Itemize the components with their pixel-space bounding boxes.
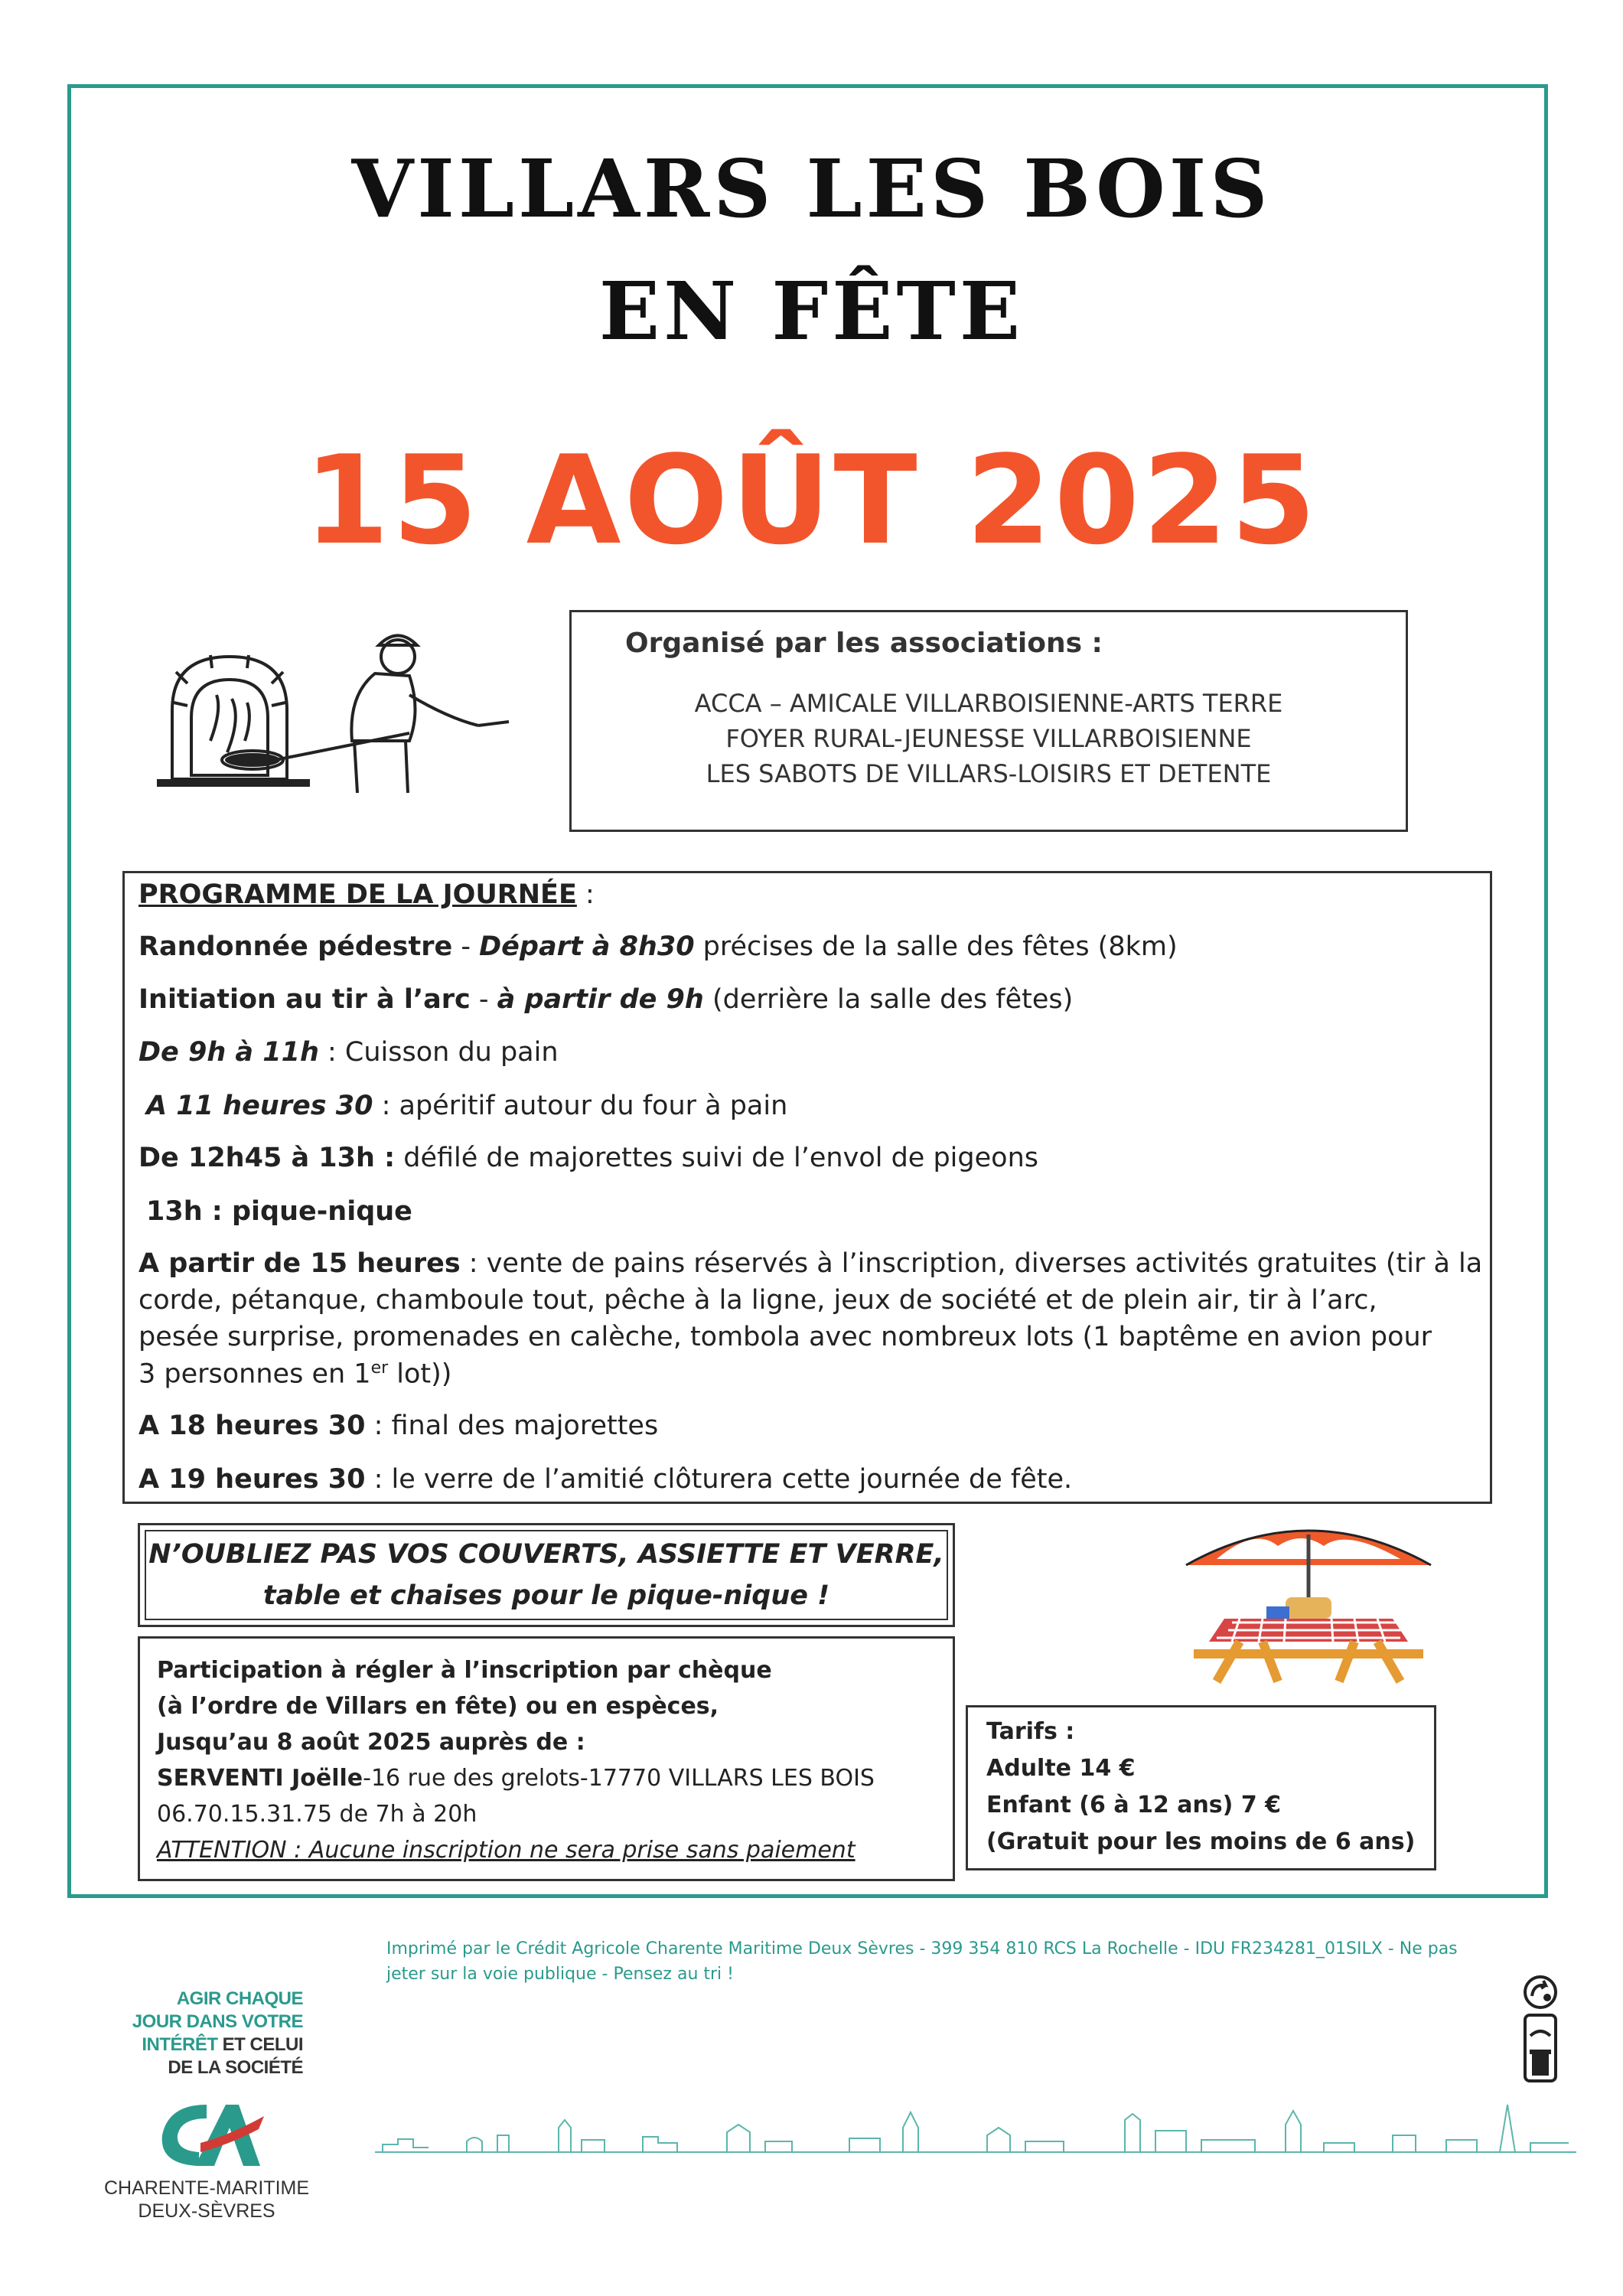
city-skyline-drawing xyxy=(375,2097,1576,2158)
tarifs-heading: Tarifs : xyxy=(986,1718,1075,1745)
bank-slogan: AGIR CHAQUE JOUR DANS VOTRE INTÉRÊT ET CELUI DE LA SOCIÉTÉ xyxy=(132,1988,303,2078)
reminder-line2: table et chaises pour le pique-nique ! xyxy=(262,1580,830,1611)
organisers-box xyxy=(569,610,1408,832)
programme-item-continued: corde, pétanque, chamboule tout, pêche à la ligne, jeux de société et de plein air, tir à l’arc, xyxy=(139,1285,1377,1316)
baker-oven-illustration xyxy=(157,626,532,802)
payment-contact xyxy=(157,1765,875,1792)
programme-item: A 18 heures 30 : final des majorettes xyxy=(139,1411,659,1441)
programme-heading-row: PROGRAMME DE LA JOURNÉE : xyxy=(139,879,595,910)
organisers-heading: Organisé par les associations : xyxy=(625,628,1103,659)
programme-item: De 9h à 11h : Cuisson du pain xyxy=(139,1037,559,1068)
programme-item: Randonnée pédestre - Départ à 8h30 précises de la salle des fêtes (8km) xyxy=(139,931,1178,962)
payment-box xyxy=(138,1636,955,1881)
reminder-box xyxy=(138,1523,955,1627)
programme-item: De 12h45 à 13h : défilé de majorettes suivi de l’envol de pigeons xyxy=(139,1143,1038,1173)
programme-item: Initiation au tir à l’arc - à partir de 9h (derrière la salle des fêtes) xyxy=(139,984,1074,1015)
tarif-child: Enfant (6 à 12 ans) 7 € xyxy=(986,1792,1282,1818)
tarif-adult: Adulte 14 € xyxy=(986,1755,1136,1782)
reminder-line1: N’OUBLIEZ PAS VOS COUVERTS, ASSIETTE ET VERRE, xyxy=(148,1539,944,1570)
programme-item: A 11 heures 30 : apéritif autour du four à pain xyxy=(146,1091,788,1121)
programme-item-continued: pesée surprise, promenades en calèche, tombola avec nombreux lots (1 baptême en avion pour xyxy=(139,1322,1432,1352)
organiser-line: ACCA – AMICALE VILLARBOISIENNE-ARTS TERRE xyxy=(694,689,1283,718)
contact-name: SERVENTI Joëlle xyxy=(157,1765,363,1792)
printer-note: Imprimé par le Crédit Agricole Charente Maritime Deux Sèvres - 399 354 810 RCS La Rochelle - IDU FR234281_01SILX - Ne pas jeter sur la voie publique - Pensez au tri ! xyxy=(386,1939,1458,1984)
organiser-line: LES SABOTS DE VILLARS-LOISIRS ET DETENTE xyxy=(706,759,1272,788)
programme-item: A partir de 15 heures : vente de pains réservés à l’inscription, diverses activités gratuites (tir à la xyxy=(139,1248,1483,1279)
payment-line2: (à l’ordre de Villars en fête) ou en espèces, xyxy=(157,1693,719,1720)
programme-item: 13h : pique-nique xyxy=(146,1196,412,1227)
event-title-line2: EN FÊTE xyxy=(598,264,1025,358)
event-title-line1: VILLARS LES BOIS xyxy=(351,142,1272,236)
trash-bin-icon xyxy=(1523,2013,1558,2083)
organiser-line: FOYER RURAL-JEUNESSE VILLARBOISIENNE xyxy=(725,724,1252,753)
payment-phone: 06.70.15.31.75 de 7h à 20h xyxy=(157,1801,477,1828)
payment-deadline: Jusqu’au 8 août 2025 auprès de : xyxy=(157,1729,585,1756)
programme-item-continued: 3 personnes en 1er lot)) xyxy=(139,1358,452,1390)
bank-region: CHARENTE-MARITIME DEUX-SÈVRES xyxy=(103,2177,310,2222)
programme-heading: PROGRAMME DE LA JOURNÉE xyxy=(139,879,577,910)
picnic-table-umbrella-illustration xyxy=(1171,1512,1446,1684)
payment-line1: Participation à régler à l’inscription par chèque xyxy=(157,1657,772,1684)
event-date: 15 AOÛT 2025 xyxy=(304,429,1319,572)
tarifs-box xyxy=(966,1705,1436,1870)
programme-item: A 19 heures 30 : le verre de l’amitié clôturera cette journée de fête. xyxy=(139,1464,1073,1495)
recycle-icon xyxy=(1523,1975,1558,2010)
payment-attention: ATTENTION : Aucune inscription ne sera prise sans paiement xyxy=(157,1837,855,1864)
programme-box xyxy=(122,871,1492,1504)
contact-address: -16 rue des grelots-17770 VILLARS LES BOIS xyxy=(363,1765,875,1792)
credit-agricole-logo xyxy=(153,2097,268,2174)
tarif-free: (Gratuit pour les moins de 6 ans) xyxy=(986,1828,1416,1855)
